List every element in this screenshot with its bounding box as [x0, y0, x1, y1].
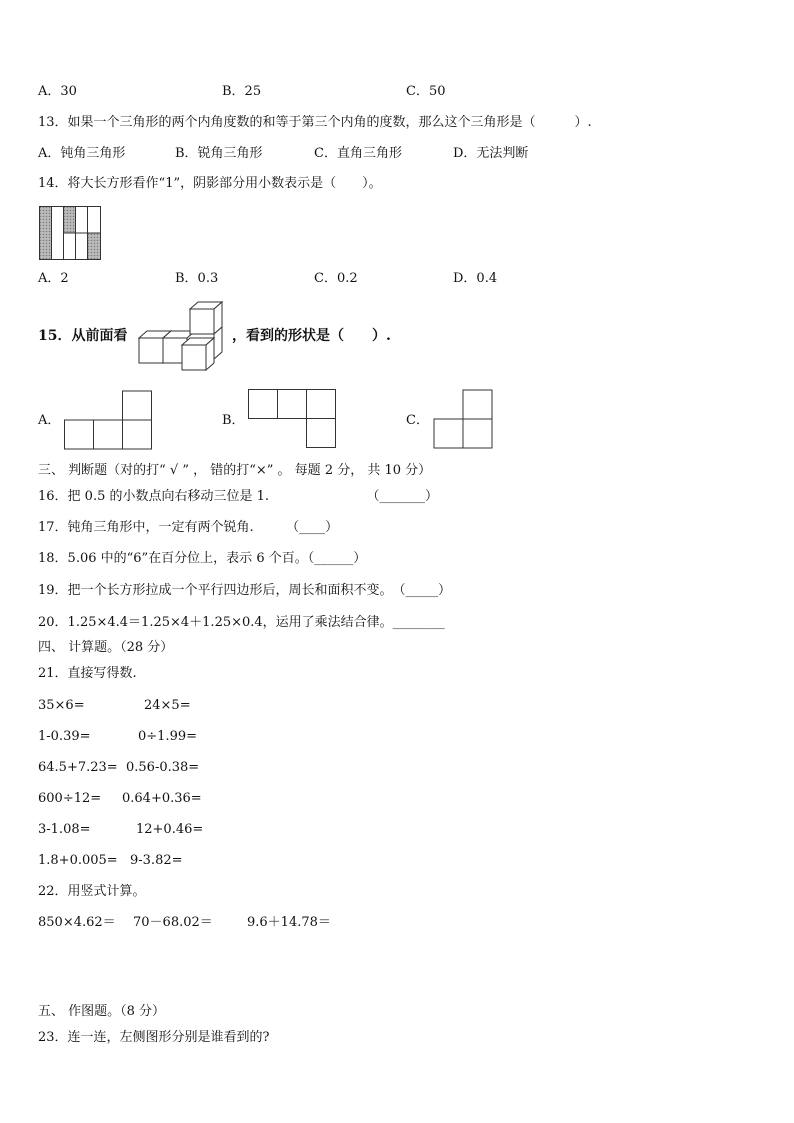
q14-option-d: D．0.4: [453, 271, 498, 286]
question-22: 22．用竖式计算。: [38, 884, 146, 899]
q14-option-c: C．0.2: [314, 271, 358, 286]
q15-option-c-figure: [433, 389, 495, 451]
calc-item: 12+0.46=: [136, 822, 204, 837]
question-20: 20．1.25×4.4＝1.25×4＋1.25×0.4，运用了乘法结合律。________: [38, 615, 445, 630]
question-13: 13．如果一个三角形的两个内角度数的和等于第三个内角的度数，那么这个三角形是（ ）.: [38, 115, 592, 130]
q13-option-b: B．锐角三角形: [175, 146, 263, 161]
q13-option-d: D．无法判断: [453, 146, 529, 161]
calc-item: 64.5+7.23=: [38, 760, 118, 775]
section-5-title: 五、 作图题。（8 分）: [38, 1004, 166, 1019]
q15-option-a-label: A．: [38, 413, 61, 428]
q15-option-a-figure: [64, 389, 154, 451]
question-19: 19．把一个长方形拉成一个平行四边形后，周长和面积不变。 （_____）: [38, 583, 452, 598]
calc-item: 24×5=: [144, 698, 191, 713]
q15-option-b-figure: [248, 389, 338, 451]
calc-item: 0.56-0.38=: [126, 760, 200, 775]
vertical-calc-item: 850×4.62＝: [38, 915, 116, 930]
question-18: 18．5.06 中的“6”在百分位上，表示 6 个百。（______）: [38, 551, 367, 566]
section-3-title: 三、 判断题（对的打“ √ ” ， 错的打“×” 。 每题 2 分， 共 10 分）: [38, 463, 432, 478]
q12-option-c: C．50: [406, 84, 446, 99]
calc-item: 0÷1.99=: [138, 729, 198, 744]
vertical-calc-item: 9.6＋14.78＝: [247, 915, 331, 930]
q14-rectangle-figure: [39, 206, 101, 260]
q13-option-a: A．钝角三角形: [38, 146, 126, 161]
vertical-calc-item: 70－68.02＝: [133, 915, 213, 930]
q12-option-a: A．30: [38, 84, 77, 99]
question-17: 17．钝角三角形中，一定有两个锐角. （____）: [38, 520, 339, 535]
q14-option-a: A．2: [38, 271, 69, 286]
section-4-title: 四、 计算题。（28 分）: [38, 640, 174, 655]
calc-item: 600÷12=: [38, 791, 102, 806]
q14-option-b: B．0.3: [175, 271, 219, 286]
question-23: 23．连一连，左侧图形分别是谁看到的?: [38, 1030, 270, 1045]
calc-item: 35×6=: [38, 698, 85, 713]
q15-option-b-label: B．: [222, 413, 245, 428]
calc-item: 9-3.82=: [130, 853, 183, 868]
calc-item: 1.8+0.005=: [38, 853, 118, 868]
calc-item: 1-0.39=: [38, 729, 91, 744]
question-16: 16．把 0.5 的小数点向右移动三位是 1. （_______）: [38, 489, 439, 504]
q12-option-b: B．25: [222, 84, 262, 99]
q15-cube-stack-figure: [138, 300, 234, 372]
question-15-prefix: 15．从前面看: [38, 328, 128, 344]
question-14: 14．将大长方形看作“1”，阴影部分用小数表示是（ ）。: [38, 176, 382, 191]
q15-option-c-label: C．: [406, 413, 429, 428]
question-21: 21．直接写得数.: [38, 666, 137, 681]
calc-item: 3-1.08=: [38, 822, 91, 837]
question-15-suffix: ，看到的形状是（ ）.: [232, 328, 391, 344]
calc-item: 0.64+0.36=: [122, 791, 202, 806]
q13-option-c: C．直角三角形: [314, 146, 402, 161]
